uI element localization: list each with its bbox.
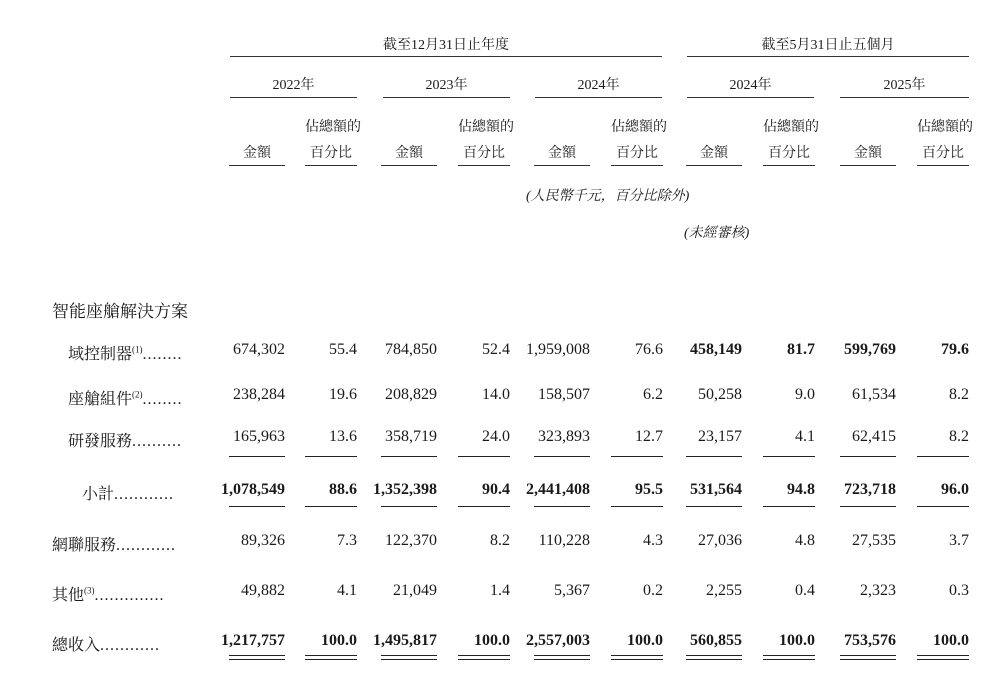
amount-cell: 89,326 — [241, 532, 285, 549]
footnote-marker: (3) — [84, 585, 95, 596]
leader-dots: ........ — [142, 391, 183, 408]
subtotal-rule — [840, 456, 896, 457]
amount-cell: 753,576 — [844, 632, 896, 649]
total-double-rule — [305, 655, 357, 660]
percent-column-header-line2: 百分比 — [463, 146, 505, 161]
percent-column-header-line2: 百分比 — [922, 146, 964, 161]
amount-cell: 27,535 — [852, 532, 896, 549]
row-label — [82, 481, 174, 504]
amount-cell: 49,882 — [241, 582, 285, 599]
percent-cell: 3.7 — [949, 532, 969, 549]
percent-cell: 1.4 — [490, 582, 510, 599]
amount-column-header: 金額 — [854, 146, 882, 161]
subtotal-under-rule — [229, 506, 285, 507]
subtotal-under-rule — [381, 506, 437, 507]
percent-cell: 100.0 — [779, 632, 815, 649]
leader-dots: .......... — [132, 433, 183, 450]
percent-cell: 0.4 — [795, 582, 815, 599]
fy-group-header: 截至12月31日止年度 — [383, 38, 509, 53]
percent-cell: 4.3 — [643, 532, 663, 549]
amount-cell: 110,228 — [538, 532, 590, 549]
column-header-rule — [840, 165, 896, 166]
unit-note: (人民幣千元，百分比除外) — [526, 189, 690, 204]
total-double-rule — [458, 655, 510, 660]
amount-cell: 358,719 — [385, 428, 437, 445]
amount-cell: 23,157 — [698, 428, 742, 445]
percent-column-header-line2: 百分比 — [768, 146, 810, 161]
subtotal-rule — [611, 456, 663, 457]
year-rule — [840, 97, 969, 98]
column-header-rule — [458, 165, 510, 166]
amount-cell: 2,441,408 — [526, 481, 590, 498]
amount-cell: 1,959,008 — [526, 341, 590, 358]
five-month-group-rule — [687, 56, 969, 57]
subtotal-under-rule — [686, 506, 742, 507]
amount-cell: 531,564 — [690, 481, 742, 498]
row-label — [68, 341, 183, 364]
subtotal-under-rule — [763, 506, 815, 507]
percent-cell: 9.0 — [795, 386, 815, 403]
subtotal-rule — [686, 456, 742, 457]
total-double-rule — [381, 655, 437, 660]
row-label — [52, 632, 160, 655]
percent-column-header-line1: 佔總額的 — [458, 120, 514, 135]
percent-cell: 12.7 — [635, 428, 663, 445]
amount-column-header: 金額 — [243, 146, 271, 161]
amount-cell: 62,415 — [852, 428, 896, 445]
percent-cell: 100.0 — [627, 632, 663, 649]
footnote-marker: (2) — [132, 389, 143, 400]
total-double-rule — [534, 655, 590, 660]
subtotal-rule — [305, 456, 357, 457]
row-label-text: 研發服務 — [68, 433, 133, 450]
amount-cell: 238,284 — [233, 386, 285, 403]
amount-cell: 723,718 — [844, 481, 896, 498]
percent-cell: 52.4 — [482, 341, 510, 358]
percent-cell: 13.6 — [329, 428, 357, 445]
amount-cell: 2,557,003 — [526, 632, 590, 649]
subtotal-rule — [763, 456, 815, 457]
subtotal-rule — [917, 456, 969, 457]
amount-cell: 61,534 — [852, 386, 896, 403]
year-rule — [687, 97, 814, 98]
row-label-text: 其他 — [52, 587, 85, 604]
column-header-rule — [305, 165, 357, 166]
row-label — [52, 532, 176, 555]
row-label — [52, 582, 165, 605]
leader-dots: .............. — [94, 587, 165, 604]
total-double-rule — [611, 655, 663, 660]
percent-cell: 14.0 — [482, 386, 510, 403]
total-double-rule — [229, 655, 285, 660]
leader-dots: ............ — [114, 486, 175, 503]
amount-column-header: 金額 — [700, 146, 728, 161]
amount-cell: 560,855 — [690, 632, 742, 649]
column-header-rule — [534, 165, 590, 166]
percent-cell: 100.0 — [933, 632, 969, 649]
percent-column-header-line2: 百分比 — [616, 146, 658, 161]
subtotal-under-rule — [611, 506, 663, 507]
row-label-text: 網聯服務 — [52, 537, 117, 554]
percent-column-header-line1: 佔總額的 — [305, 120, 361, 135]
unaudited-note: (未經審核) — [684, 226, 750, 241]
amount-cell: 21,049 — [393, 582, 437, 599]
fy-group-rule — [230, 56, 662, 57]
percent-column-header-line1: 佔總額的 — [917, 120, 973, 135]
leader-dots: ............ — [116, 537, 177, 554]
amount-cell: 122,370 — [385, 532, 437, 549]
percent-cell: 6.2 — [643, 386, 663, 403]
column-header-rule — [917, 165, 969, 166]
amount-column-header: 金額 — [395, 146, 423, 161]
amount-cell: 1,352,398 — [373, 481, 437, 498]
footnote-marker: (1) — [132, 344, 143, 355]
row-label-text: 域控制器 — [68, 346, 133, 363]
subtotal-rule — [229, 456, 285, 457]
amount-cell: 27,036 — [698, 532, 742, 549]
percent-cell: 7.3 — [337, 532, 357, 549]
percent-cell: 95.5 — [635, 481, 663, 498]
subtotal-rule — [458, 456, 510, 457]
amount-cell: 5,367 — [554, 582, 590, 599]
percent-cell: 8.2 — [949, 428, 969, 445]
subtotal-rule — [534, 456, 590, 457]
leader-dots: ............ — [100, 637, 161, 654]
amount-cell: 1,078,549 — [221, 481, 285, 498]
amount-cell: 323,893 — [538, 428, 590, 445]
percent-cell: 0.3 — [949, 582, 969, 599]
year-rule — [230, 97, 357, 98]
percent-cell: 90.4 — [482, 481, 510, 498]
column-header-rule — [381, 165, 437, 166]
section-title: 智能座艙解決方案 — [52, 302, 188, 321]
row-label-text: 座艙組件 — [68, 391, 133, 408]
amount-cell: 599,769 — [844, 341, 896, 358]
percent-cell: 81.7 — [787, 341, 815, 358]
amount-cell: 158,507 — [538, 386, 590, 403]
percent-cell: 79.6 — [941, 341, 969, 358]
amount-cell: 208,829 — [385, 386, 437, 403]
amount-cell: 674,302 — [233, 341, 285, 358]
percent-cell: 100.0 — [474, 632, 510, 649]
total-double-rule — [763, 655, 815, 660]
row-label — [68, 428, 182, 451]
year-header-2023: 2023年 — [425, 78, 468, 93]
percent-cell: 8.2 — [490, 532, 510, 549]
percent-cell: 94.8 — [787, 481, 815, 498]
row-label-text: 小計 — [82, 486, 115, 503]
percent-column-header-line2: 百分比 — [310, 146, 352, 161]
year-header-2024: 2024年 — [577, 78, 620, 93]
five-month-group-header: 截至5月31日止五個月 — [761, 38, 895, 53]
amount-cell: 1,217,757 — [221, 632, 285, 649]
total-double-rule — [917, 655, 969, 660]
percent-cell: 0.2 — [643, 582, 663, 599]
year-header-2025-5m: 2025年 — [883, 78, 926, 93]
column-header-rule — [229, 165, 285, 166]
subtotal-under-rule — [458, 506, 510, 507]
subtotal-under-rule — [305, 506, 357, 507]
subtotal-under-rule — [917, 506, 969, 507]
percent-cell: 100.0 — [321, 632, 357, 649]
percent-cell: 96.0 — [941, 481, 969, 498]
percent-cell: 55.4 — [329, 341, 357, 358]
percent-cell: 76.6 — [635, 341, 663, 358]
year-rule — [535, 97, 662, 98]
amount-column-header: 金額 — [548, 146, 576, 161]
amount-cell: 2,255 — [706, 582, 742, 599]
amount-cell: 2,323 — [860, 582, 896, 599]
amount-cell: 1,495,817 — [373, 632, 437, 649]
amount-cell: 784,850 — [385, 341, 437, 358]
percent-column-header-line1: 佔總額的 — [611, 120, 667, 135]
column-header-rule — [611, 165, 663, 166]
amount-cell: 165,963 — [233, 428, 285, 445]
percent-cell: 19.6 — [329, 386, 357, 403]
total-double-rule — [686, 655, 742, 660]
subtotal-under-rule — [840, 506, 896, 507]
row-label-text: 總收入 — [52, 637, 101, 654]
percent-cell: 4.1 — [795, 428, 815, 445]
amount-cell: 50,258 — [698, 386, 742, 403]
subtotal-rule — [381, 456, 437, 457]
percent-cell: 24.0 — [482, 428, 510, 445]
percent-cell: 8.2 — [949, 386, 969, 403]
leader-dots: ........ — [142, 346, 183, 363]
subtotal-under-rule — [534, 506, 590, 507]
column-header-rule — [763, 165, 815, 166]
percent-column-header-line1: 佔總額的 — [763, 120, 819, 135]
percent-cell: 4.8 — [795, 532, 815, 549]
year-header-2022: 2022年 — [272, 78, 315, 93]
year-header-2024-5m: 2024年 — [729, 78, 772, 93]
percent-cell: 4.1 — [337, 582, 357, 599]
amount-cell: 458,149 — [690, 341, 742, 358]
year-rule — [383, 97, 510, 98]
total-double-rule — [840, 655, 896, 660]
column-header-rule — [686, 165, 742, 166]
row-label — [68, 386, 183, 409]
percent-cell: 88.6 — [329, 481, 357, 498]
